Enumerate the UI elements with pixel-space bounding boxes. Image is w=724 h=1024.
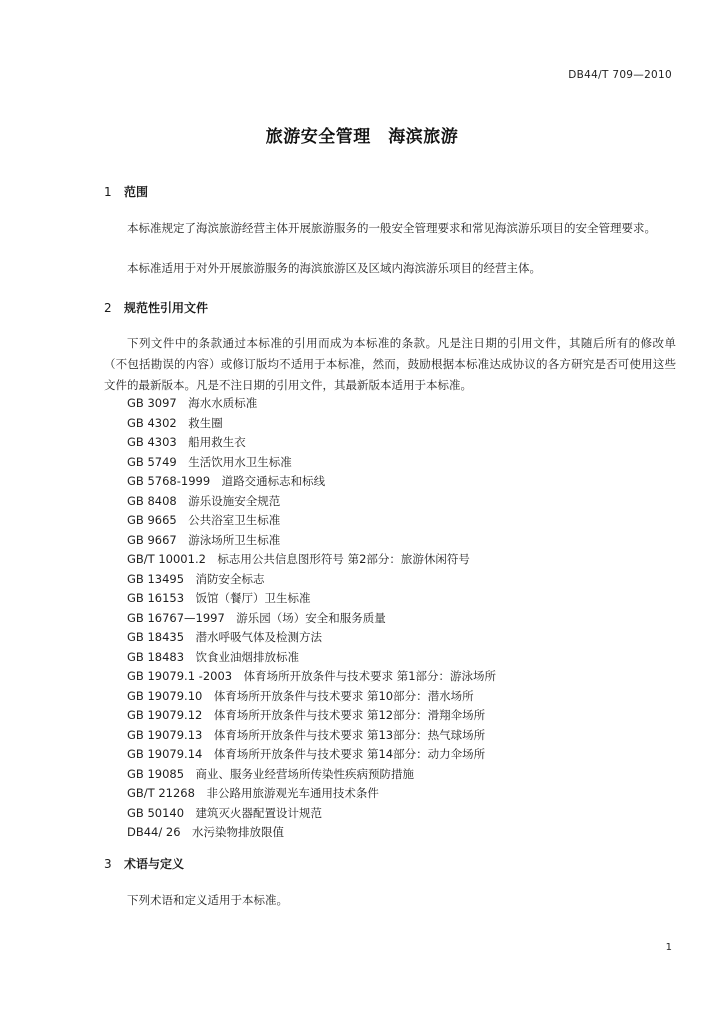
section-2-heading [104,299,208,316]
reference-item: GB 19079.10 体育场所开放条件与技术要求 第10部分：潜水场所 [127,688,474,703]
reference-item: GB 5749 生活饮用水卫生标准 [127,454,292,469]
standard-code: DB44/T 709—2010 [568,69,672,81]
section-3-heading [104,855,184,872]
reference-item: GB 13495 消防安全标志 [127,571,265,586]
reference-item: GB 5768-1999 道路交通标志和标线 [127,474,326,488]
reference-item: GB 4302 救生圈 [127,415,223,430]
reference-item: GB 19079.14 体育场所开放条件与技术要求 第14部分：动力伞场所 [127,747,486,761]
reference-item: GB 19079.1 -2003 体育场所开放条件与技术要求 第1部分：游泳场所 [127,669,497,683]
section-title: 范围 [124,185,149,199]
page-number: 1 [665,942,672,953]
reference-item: GB 19079.13 体育场所开放条件与技术要求 第13部分：热气球场所 [127,727,486,742]
reference-item: GB 3097 海水水质标准 [127,396,258,410]
reference-item: GB 4303 船用救生衣 [127,435,246,449]
section-1-paragraph-2: 本标准适用于对外开展旅游服务的海滨旅游区及区域内海滨游乐项目的经营主体。 [127,261,541,275]
section-title: 规范性引用文件 [124,301,209,315]
document-title: 旅游安全管理 海滨旅游 [265,127,459,147]
section-1-paragraph-1: 本标准规定了海滨旅游经营主体开展旅游服务的一般安全管理要求和常见海滨游乐项目的安全管理要求。 [127,221,656,235]
reference-item: GB 9665 公共浴室卫生标准 [127,513,281,527]
reference-item: GB 50140 建筑灭火器配置设计规范 [127,805,323,820]
reference-item: GB 8408 游乐设施安全规范 [127,493,281,508]
section-number: 2 [104,301,112,315]
section-number: 1 [104,185,112,199]
section-number: 3 [104,857,112,871]
reference-item: GB/T 21268 非公路用旅游观光车通用技术条件 [127,786,379,800]
reference-item: GB 18483 饮食业油烟排放标准 [127,649,300,664]
section-1-heading [104,183,148,200]
reference-item: GB 18435 潜水呼吸气体及检测方法 [127,630,323,644]
reference-item: GB 19079.12 体育场所开放条件与技术要求 第12部分：滑翔伞场所 [127,708,486,722]
reference-item: GB 9667 游泳场所卫生标准 [127,532,281,547]
reference-item: GB 16153 饭馆（餐厅）卫生标准 [127,591,311,605]
section-3-paragraph-1: 下列术语和定义适用于本标准。 [127,893,288,907]
reference-item: GB 19085 商业、服务业经营场所传染性疾病预防措施 [127,766,415,781]
reference-item: DB44/ 26 水污染物排放限值 [127,825,285,839]
normative-references-list [127,394,496,843]
reference-item: GB/T 10001.2 标志用公共信息图形符号 第2部分：旅游休闲符号 [127,552,470,566]
reference-item: GB 16767—1997 游乐园（场）安全和服务质量 [127,610,386,625]
section-title: 术语与定义 [124,857,185,871]
section-2-intro: 下列文件中的条款通过本标准的引用而成为本标准的条款。凡是注日期的引用文件，其随后所有的修改单（不包括勘误的内容）或修订版均不适用于本标准，然而，鼓励根据本标准达成协议的各方研究是否可使用这些文件的最新版本。凡是不注日期的引用文件，其最新版本适用于本标准。 [104,336,676,392]
